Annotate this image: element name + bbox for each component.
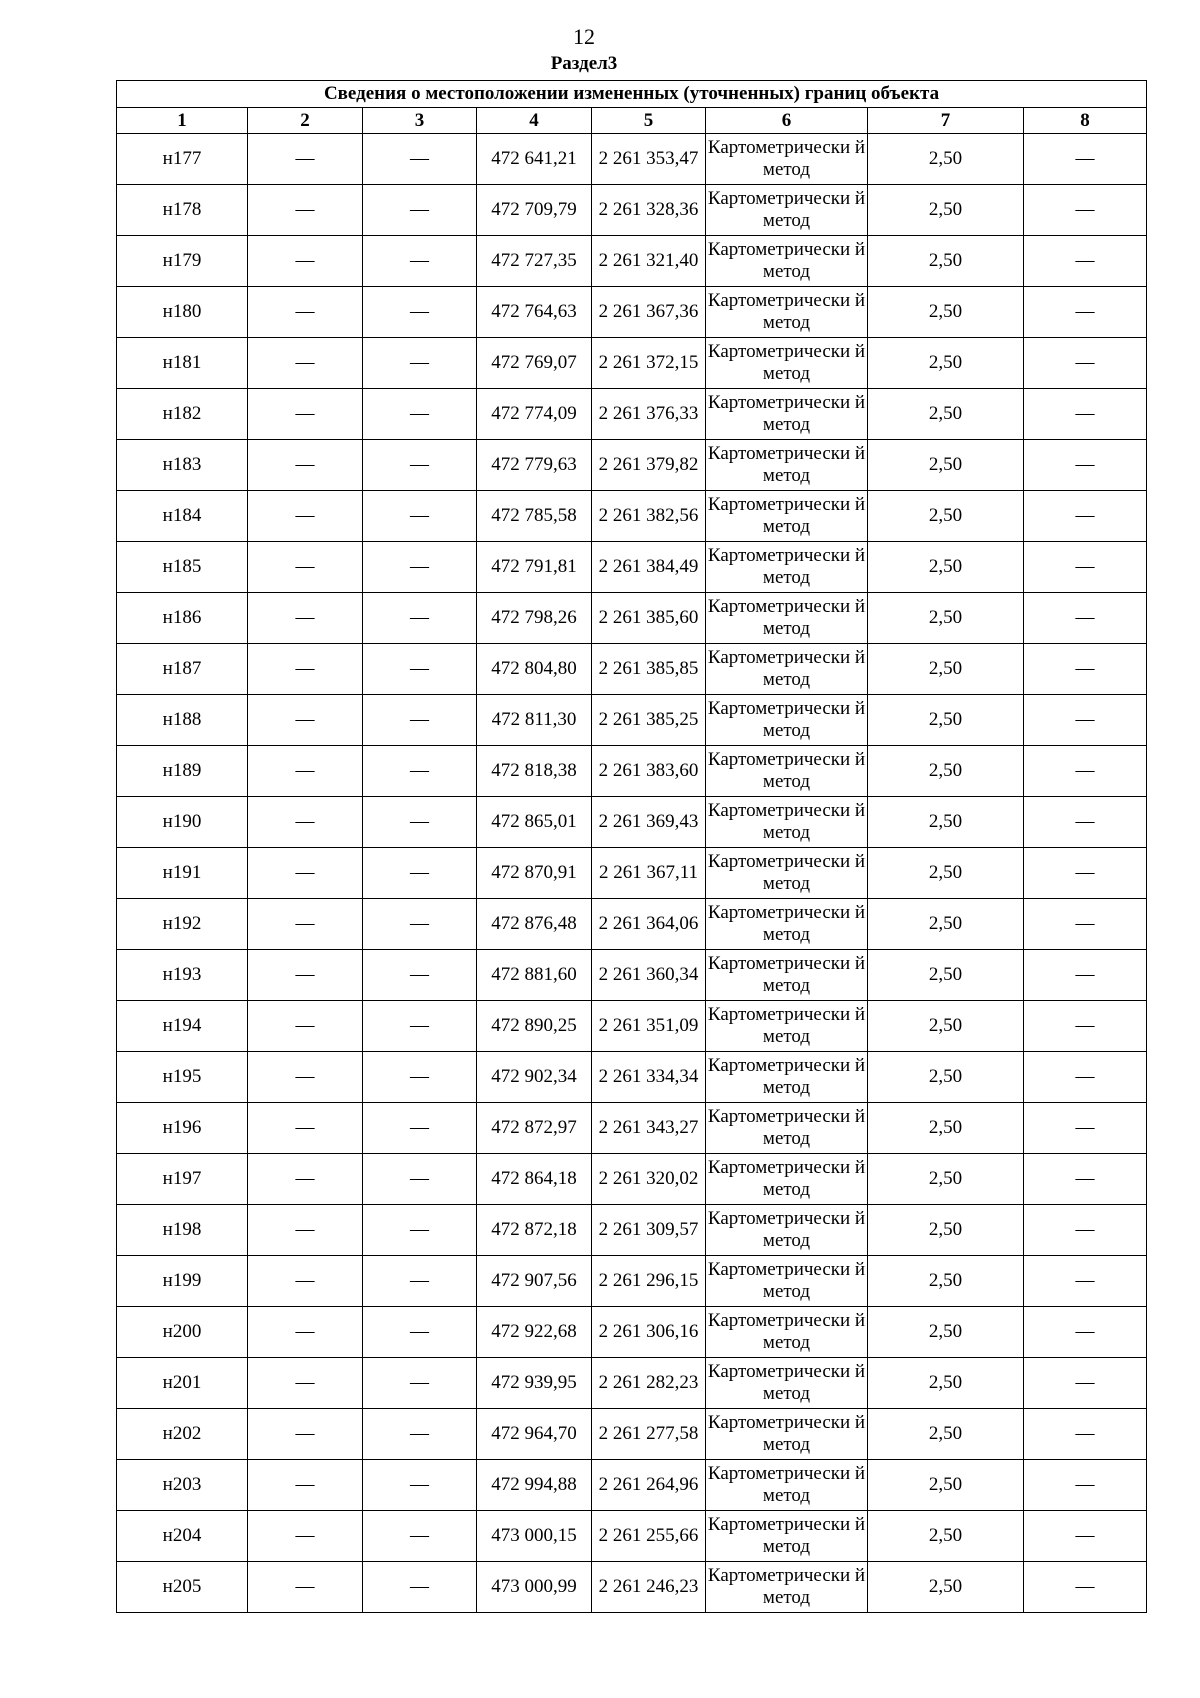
table-row — [117, 1307, 1147, 1358]
col3-value-cell: — — [363, 1511, 477, 1562]
y-coordinate-cell: 2 261 364,06 — [592, 899, 706, 950]
precision-cell: 2,50 — [868, 899, 1024, 950]
col3-value-cell: — — [363, 185, 477, 236]
col3-value-cell: — — [363, 593, 477, 644]
x-coordinate-cell: 472 876,48 — [477, 899, 592, 950]
table-row — [117, 440, 1147, 491]
precision-cell: 2,50 — [868, 950, 1024, 1001]
col8-value-cell: — — [1024, 1205, 1147, 1256]
method-cell: Картометрически й метод — [706, 593, 868, 644]
col3-value-cell: — — [363, 1256, 477, 1307]
column-header-4: 4 — [477, 108, 592, 134]
y-coordinate-cell: 2 261 277,58 — [592, 1409, 706, 1460]
x-coordinate-cell: 472 798,26 — [477, 593, 592, 644]
table-row — [117, 1358, 1147, 1409]
point-id-cell: н185 — [117, 542, 248, 593]
col8-value-cell: — — [1024, 389, 1147, 440]
column-header-8: 8 — [1024, 108, 1147, 134]
col8-value-cell: — — [1024, 1307, 1147, 1358]
col8-value-cell: — — [1024, 1103, 1147, 1154]
col8-value-cell: — — [1024, 1001, 1147, 1052]
y-coordinate-cell: 2 261 296,15 — [592, 1256, 706, 1307]
precision-cell: 2,50 — [868, 593, 1024, 644]
col8-value-cell: — — [1024, 1256, 1147, 1307]
col2-value-cell: — — [248, 287, 363, 338]
point-id-cell: н202 — [117, 1409, 248, 1460]
precision-cell: 2,50 — [868, 1052, 1024, 1103]
col2-value-cell: — — [248, 338, 363, 389]
precision-cell: 2,50 — [868, 1001, 1024, 1052]
x-coordinate-cell: 472 804,80 — [477, 644, 592, 695]
method-cell: Картометрически й метод — [706, 1103, 868, 1154]
y-coordinate-cell: 2 261 321,40 — [592, 236, 706, 287]
point-id-cell: н183 — [117, 440, 248, 491]
col3-value-cell: — — [363, 1307, 477, 1358]
column-header-3: 3 — [363, 108, 477, 134]
x-coordinate-cell: 472 779,63 — [477, 440, 592, 491]
method-cell: Картометрически й метод — [706, 542, 868, 593]
precision-cell: 2,50 — [868, 1460, 1024, 1511]
method-cell: Картометрически й метод — [706, 287, 868, 338]
table-row — [117, 1205, 1147, 1256]
x-coordinate-cell: 473 000,99 — [477, 1562, 592, 1613]
y-coordinate-cell: 2 261 255,66 — [592, 1511, 706, 1562]
x-coordinate-cell: 472 769,07 — [477, 338, 592, 389]
x-coordinate-cell: 472 785,58 — [477, 491, 592, 542]
x-coordinate-cell: 472 870,91 — [477, 848, 592, 899]
col8-value-cell: — — [1024, 797, 1147, 848]
column-header-row — [117, 108, 1147, 134]
table-row — [117, 746, 1147, 797]
column-header-5: 5 — [592, 108, 706, 134]
col8-value-cell: — — [1024, 1511, 1147, 1562]
y-coordinate-cell: 2 261 334,34 — [592, 1052, 706, 1103]
col2-value-cell: — — [248, 746, 363, 797]
x-coordinate-cell: 472 818,38 — [477, 746, 592, 797]
point-id-cell: н181 — [117, 338, 248, 389]
method-cell: Картометрически й метод — [706, 1358, 868, 1409]
precision-cell: 2,50 — [868, 134, 1024, 185]
table-row — [117, 491, 1147, 542]
x-coordinate-cell: 472 922,68 — [477, 1307, 592, 1358]
precision-cell: 2,50 — [868, 389, 1024, 440]
y-coordinate-cell: 2 261 351,09 — [592, 1001, 706, 1052]
point-id-cell: н197 — [117, 1154, 248, 1205]
y-coordinate-cell: 2 261 376,33 — [592, 389, 706, 440]
point-id-cell: н192 — [117, 899, 248, 950]
x-coordinate-cell: 473 000,15 — [477, 1511, 592, 1562]
precision-cell: 2,50 — [868, 1409, 1024, 1460]
method-cell: Картометрически й метод — [706, 440, 868, 491]
col2-value-cell: — — [248, 236, 363, 287]
x-coordinate-cell: 472 872,97 — [477, 1103, 592, 1154]
method-cell: Картометрически й метод — [706, 797, 868, 848]
table-row — [117, 644, 1147, 695]
precision-cell: 2,50 — [868, 287, 1024, 338]
table-row — [117, 848, 1147, 899]
point-id-cell: н179 — [117, 236, 248, 287]
precision-cell: 2,50 — [868, 185, 1024, 236]
x-coordinate-cell: 472 774,09 — [477, 389, 592, 440]
col2-value-cell: — — [248, 1256, 363, 1307]
col8-value-cell: — — [1024, 1052, 1147, 1103]
method-cell: Картометрически й метод — [706, 491, 868, 542]
x-coordinate-cell: 472 881,60 — [477, 950, 592, 1001]
precision-cell: 2,50 — [868, 848, 1024, 899]
precision-cell: 2,50 — [868, 440, 1024, 491]
method-cell: Картометрически й метод — [706, 1001, 868, 1052]
column-header-6: 6 — [706, 108, 868, 134]
y-coordinate-cell: 2 261 385,60 — [592, 593, 706, 644]
precision-cell: 2,50 — [868, 1511, 1024, 1562]
precision-cell: 2,50 — [868, 695, 1024, 746]
x-coordinate-cell: 472 727,35 — [477, 236, 592, 287]
col2-value-cell: — — [248, 797, 363, 848]
col2-value-cell: — — [248, 185, 363, 236]
x-coordinate-cell: 472 890,25 — [477, 1001, 592, 1052]
point-id-cell: н205 — [117, 1562, 248, 1613]
y-coordinate-cell: 2 261 384,49 — [592, 542, 706, 593]
col8-value-cell: — — [1024, 440, 1147, 491]
col3-value-cell: — — [363, 1001, 477, 1052]
col3-value-cell: — — [363, 1154, 477, 1205]
table-row — [117, 185, 1147, 236]
table-body — [117, 134, 1147, 1613]
col8-value-cell: — — [1024, 899, 1147, 950]
col2-value-cell: — — [248, 848, 363, 899]
col2-value-cell: — — [248, 1205, 363, 1256]
x-coordinate-cell: 472 709,79 — [477, 185, 592, 236]
col8-value-cell: — — [1024, 338, 1147, 389]
method-cell: Картометрически й метод — [706, 1409, 868, 1460]
point-id-cell: н189 — [117, 746, 248, 797]
y-coordinate-cell: 2 261 360,34 — [592, 950, 706, 1001]
point-id-cell: н193 — [117, 950, 248, 1001]
column-header-7: 7 — [868, 108, 1024, 134]
point-id-cell: н196 — [117, 1103, 248, 1154]
col2-value-cell: — — [248, 695, 363, 746]
col2-value-cell: — — [248, 389, 363, 440]
method-cell: Картометрически й метод — [706, 134, 868, 185]
method-cell: Картометрически й метод — [706, 1511, 868, 1562]
col3-value-cell: — — [363, 950, 477, 1001]
col3-value-cell: — — [363, 1205, 477, 1256]
col2-value-cell: — — [248, 1052, 363, 1103]
col3-value-cell: — — [363, 1103, 477, 1154]
col8-value-cell: — — [1024, 287, 1147, 338]
x-coordinate-cell: 472 811,30 — [477, 695, 592, 746]
col3-value-cell: — — [363, 746, 477, 797]
y-coordinate-cell: 2 261 264,96 — [592, 1460, 706, 1511]
precision-cell: 2,50 — [868, 1154, 1024, 1205]
table-row — [117, 287, 1147, 338]
col8-value-cell: — — [1024, 1562, 1147, 1613]
col3-value-cell: — — [363, 797, 477, 848]
y-coordinate-cell: 2 261 383,60 — [592, 746, 706, 797]
column-header-2: 2 — [248, 108, 363, 134]
col8-value-cell: — — [1024, 695, 1147, 746]
point-id-cell: н187 — [117, 644, 248, 695]
method-cell: Картометрически й метод — [706, 1205, 868, 1256]
col8-value-cell: — — [1024, 1358, 1147, 1409]
col3-value-cell: — — [363, 440, 477, 491]
precision-cell: 2,50 — [868, 1205, 1024, 1256]
col2-value-cell: — — [248, 593, 363, 644]
col3-value-cell: — — [363, 287, 477, 338]
point-id-cell: н191 — [117, 848, 248, 899]
x-coordinate-cell: 472 865,01 — [477, 797, 592, 848]
col8-value-cell: — — [1024, 848, 1147, 899]
col3-value-cell: — — [363, 236, 477, 287]
y-coordinate-cell: 2 261 367,11 — [592, 848, 706, 899]
col2-value-cell: — — [248, 440, 363, 491]
col8-value-cell: — — [1024, 542, 1147, 593]
table-row — [117, 1511, 1147, 1562]
y-coordinate-cell: 2 261 246,23 — [592, 1562, 706, 1613]
table-row — [117, 1562, 1147, 1613]
point-id-cell: н201 — [117, 1358, 248, 1409]
table-row — [117, 389, 1147, 440]
col3-value-cell: — — [363, 899, 477, 950]
col2-value-cell: — — [248, 950, 363, 1001]
x-coordinate-cell: 472 764,63 — [477, 287, 592, 338]
y-coordinate-cell: 2 261 385,85 — [592, 644, 706, 695]
col8-value-cell: — — [1024, 1460, 1147, 1511]
precision-cell: 2,50 — [868, 542, 1024, 593]
point-id-cell: н195 — [117, 1052, 248, 1103]
point-id-cell: н200 — [117, 1307, 248, 1358]
col8-value-cell: — — [1024, 950, 1147, 1001]
table-row — [117, 542, 1147, 593]
col2-value-cell: — — [248, 542, 363, 593]
table-row — [117, 1409, 1147, 1460]
col3-value-cell: — — [363, 1409, 477, 1460]
col8-value-cell: — — [1024, 236, 1147, 287]
method-cell: Картометрически й метод — [706, 695, 868, 746]
table-row — [117, 695, 1147, 746]
col8-value-cell: — — [1024, 1154, 1147, 1205]
precision-cell: 2,50 — [868, 797, 1024, 848]
y-coordinate-cell: 2 261 328,36 — [592, 185, 706, 236]
y-coordinate-cell: 2 261 353,47 — [592, 134, 706, 185]
col2-value-cell: — — [248, 491, 363, 542]
col8-value-cell: — — [1024, 491, 1147, 542]
y-coordinate-cell: 2 261 306,16 — [592, 1307, 706, 1358]
x-coordinate-cell: 472 994,88 — [477, 1460, 592, 1511]
point-id-cell: н204 — [117, 1511, 248, 1562]
x-coordinate-cell: 472 902,34 — [477, 1052, 592, 1103]
method-cell: Картометрически й метод — [706, 1562, 868, 1613]
table-row — [117, 338, 1147, 389]
col2-value-cell: — — [248, 1307, 363, 1358]
y-coordinate-cell: 2 261 385,25 — [592, 695, 706, 746]
col2-value-cell: — — [248, 134, 363, 185]
table-row — [117, 1256, 1147, 1307]
x-coordinate-cell: 472 939,95 — [477, 1358, 592, 1409]
precision-cell: 2,50 — [868, 1358, 1024, 1409]
table-row — [117, 1460, 1147, 1511]
precision-cell: 2,50 — [868, 1562, 1024, 1613]
method-cell: Картометрически й метод — [706, 389, 868, 440]
col3-value-cell: — — [363, 134, 477, 185]
col2-value-cell: — — [248, 1154, 363, 1205]
col2-value-cell: — — [248, 1409, 363, 1460]
col2-value-cell: — — [248, 644, 363, 695]
point-id-cell: н182 — [117, 389, 248, 440]
point-id-cell: н199 — [117, 1256, 248, 1307]
col2-value-cell: — — [248, 899, 363, 950]
col3-value-cell: — — [363, 542, 477, 593]
method-cell: Картометрически й метод — [706, 950, 868, 1001]
method-cell: Картометрически й метод — [706, 899, 868, 950]
precision-cell: 2,50 — [868, 644, 1024, 695]
point-id-cell: н188 — [117, 695, 248, 746]
table-row — [117, 1103, 1147, 1154]
table-row — [117, 950, 1147, 1001]
col3-value-cell: — — [363, 491, 477, 542]
point-id-cell: н177 — [117, 134, 248, 185]
column-header-1: 1 — [117, 108, 248, 134]
table-row — [117, 797, 1147, 848]
y-coordinate-cell: 2 261 282,23 — [592, 1358, 706, 1409]
precision-cell: 2,50 — [868, 1256, 1024, 1307]
col8-value-cell: — — [1024, 593, 1147, 644]
method-cell: Картометрически й метод — [706, 1460, 868, 1511]
col3-value-cell: — — [363, 1052, 477, 1103]
y-coordinate-cell: 2 261 309,57 — [592, 1205, 706, 1256]
method-cell: Картометрически й метод — [706, 848, 868, 899]
method-cell: Картометрически й метод — [706, 1154, 868, 1205]
col2-value-cell: — — [248, 1358, 363, 1409]
point-id-cell: н186 — [117, 593, 248, 644]
method-cell: Картометрически й метод — [706, 338, 868, 389]
y-coordinate-cell: 2 261 367,36 — [592, 287, 706, 338]
y-coordinate-cell: 2 261 382,56 — [592, 491, 706, 542]
col3-value-cell: — — [363, 695, 477, 746]
x-coordinate-cell: 472 872,18 — [477, 1205, 592, 1256]
x-coordinate-cell: 472 791,81 — [477, 542, 592, 593]
col3-value-cell: — — [363, 848, 477, 899]
point-id-cell: н198 — [117, 1205, 248, 1256]
x-coordinate-cell: 472 964,70 — [477, 1409, 592, 1460]
col8-value-cell: — — [1024, 134, 1147, 185]
point-id-cell: н184 — [117, 491, 248, 542]
precision-cell: 2,50 — [868, 1103, 1024, 1154]
col3-value-cell: — — [363, 1562, 477, 1613]
boundary-coordinates-table — [116, 80, 1147, 1613]
y-coordinate-cell: 2 261 343,27 — [592, 1103, 706, 1154]
method-cell: Картометрически й метод — [706, 236, 868, 287]
precision-cell: 2,50 — [868, 491, 1024, 542]
precision-cell: 2,50 — [868, 1307, 1024, 1358]
col3-value-cell: — — [363, 644, 477, 695]
section-title: Раздел3 — [550, 53, 618, 74]
col2-value-cell: — — [248, 1562, 363, 1613]
y-coordinate-cell: 2 261 372,15 — [592, 338, 706, 389]
table-row — [117, 593, 1147, 644]
table-row — [117, 1001, 1147, 1052]
col3-value-cell: — — [363, 338, 477, 389]
x-coordinate-cell: 472 641,21 — [477, 134, 592, 185]
table-caption: Сведения о местоположении измененных (уточненных) границ объекта — [117, 81, 1147, 108]
col8-value-cell: — — [1024, 1409, 1147, 1460]
point-id-cell: н190 — [117, 797, 248, 848]
y-coordinate-cell: 2 261 369,43 — [592, 797, 706, 848]
x-coordinate-cell: 472 907,56 — [477, 1256, 592, 1307]
page-number: 12 — [573, 24, 595, 49]
col8-value-cell: — — [1024, 644, 1147, 695]
table-row — [117, 899, 1147, 950]
col2-value-cell: — — [248, 1460, 363, 1511]
point-id-cell: н203 — [117, 1460, 248, 1511]
table-row — [117, 236, 1147, 287]
table-row — [117, 134, 1147, 185]
table-row — [117, 1052, 1147, 1103]
y-coordinate-cell: 2 261 379,82 — [592, 440, 706, 491]
method-cell: Картометрически й метод — [706, 1307, 868, 1358]
method-cell: Картометрически й метод — [706, 185, 868, 236]
col2-value-cell: — — [248, 1001, 363, 1052]
table-row — [117, 1154, 1147, 1205]
point-id-cell: н194 — [117, 1001, 248, 1052]
y-coordinate-cell: 2 261 320,02 — [592, 1154, 706, 1205]
point-id-cell: н180 — [117, 287, 248, 338]
method-cell: Картометрически й метод — [706, 1052, 868, 1103]
x-coordinate-cell: 472 864,18 — [477, 1154, 592, 1205]
precision-cell: 2,50 — [868, 338, 1024, 389]
method-cell: Картометрически й метод — [706, 746, 868, 797]
precision-cell: 2,50 — [868, 236, 1024, 287]
col3-value-cell: — — [363, 1460, 477, 1511]
col3-value-cell: — — [363, 1358, 477, 1409]
method-cell: Картометрически й метод — [706, 644, 868, 695]
method-cell: Картометрически й метод — [706, 1256, 868, 1307]
col8-value-cell: — — [1024, 185, 1147, 236]
precision-cell: 2,50 — [868, 746, 1024, 797]
col2-value-cell: — — [248, 1511, 363, 1562]
col3-value-cell: — — [363, 389, 477, 440]
col8-value-cell: — — [1024, 746, 1147, 797]
col2-value-cell: — — [248, 1103, 363, 1154]
point-id-cell: н178 — [117, 185, 248, 236]
